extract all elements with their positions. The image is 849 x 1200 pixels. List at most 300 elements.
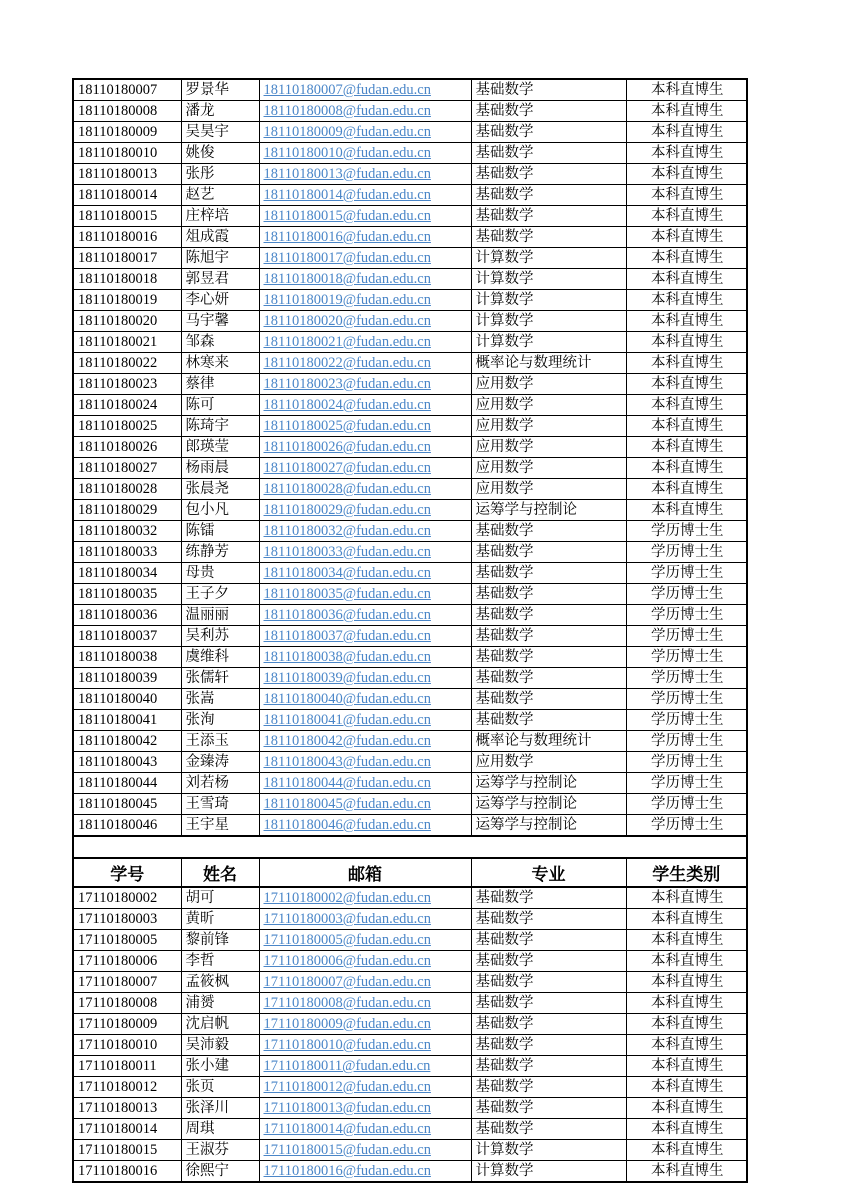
student-email-cell [259, 353, 471, 374]
major-cell: 基础数学 [471, 164, 626, 185]
student-id-cell: 17110180008 [73, 993, 181, 1014]
email-link[interactable]: 18110180036@fudan.edu.cn [263, 607, 431, 623]
major-cell: 应用数学 [471, 416, 626, 437]
major-cell: 概率论与数理统计 [471, 731, 626, 752]
major-cell: 基础数学 [471, 143, 626, 164]
category-cell: 本科直博生 [626, 500, 747, 521]
student-name-cell: 姚俊 [181, 143, 259, 164]
student-email-cell [259, 227, 471, 248]
student-row [73, 143, 747, 164]
student-name-cell: 母贵 [181, 563, 259, 584]
student-row [73, 353, 747, 374]
email-link[interactable]: 17110180008@fudan.edu.cn [263, 995, 431, 1011]
student-name-cell: 张泽川 [181, 1098, 259, 1119]
student-email-cell [259, 972, 471, 993]
student-name-cell: 吴利苏 [181, 626, 259, 647]
category-cell: 本科直博生 [626, 311, 747, 332]
major-cell: 基础数学 [471, 710, 626, 731]
email-link[interactable]: 18110180027@fudan.edu.cn [263, 460, 431, 476]
student-name-cell: 张彤 [181, 164, 259, 185]
table-header-row [73, 858, 747, 887]
major-cell: 应用数学 [471, 458, 626, 479]
student-name-cell: 沈启帆 [181, 1014, 259, 1035]
category-cell: 本科直博生 [626, 185, 747, 206]
student-id-cell: 18110180021 [73, 332, 181, 353]
student-email-cell [259, 542, 471, 563]
student-email-cell [259, 164, 471, 185]
student-row [73, 993, 747, 1014]
email-link[interactable]: 17110180007@fudan.edu.cn [263, 974, 431, 990]
email-link[interactable]: 18110180020@fudan.edu.cn [263, 313, 431, 329]
column-header-student-id: 学号 [73, 858, 181, 887]
student-id-cell: 17110180012 [73, 1077, 181, 1098]
email-link[interactable]: 17110180011@fudan.edu.cn [263, 1058, 431, 1074]
student-name-cell: 陈镭 [181, 521, 259, 542]
major-cell: 计算数学 [471, 332, 626, 353]
student-row [73, 773, 747, 794]
category-cell: 学历博士生 [626, 815, 747, 837]
student-id-cell: 17110180005 [73, 930, 181, 951]
student-email-cell [259, 79, 471, 101]
email-link[interactable]: 18110180016@fudan.edu.cn [263, 229, 431, 245]
email-link[interactable]: 17110180016@fudan.edu.cn [263, 1163, 431, 1179]
student-email-cell [259, 479, 471, 500]
student-id-cell: 18110180019 [73, 290, 181, 311]
student-email-cell [259, 500, 471, 521]
student-name-cell: 蔡律 [181, 374, 259, 395]
student-id-cell: 17110180011 [73, 1056, 181, 1077]
category-cell: 本科直博生 [626, 374, 747, 395]
category-cell: 本科直博生 [626, 458, 747, 479]
major-cell: 基础数学 [471, 79, 626, 101]
email-link[interactable]: 18110180029@fudan.edu.cn [263, 502, 431, 518]
student-name-cell: 张嵩 [181, 689, 259, 710]
student-id-cell: 17110180007 [73, 972, 181, 993]
student-email-cell [259, 584, 471, 605]
student-row [73, 479, 747, 500]
student-email-cell [259, 437, 471, 458]
major-cell: 基础数学 [471, 993, 626, 1014]
category-cell: 学历博士生 [626, 731, 747, 752]
student-row [73, 542, 747, 563]
student-id-cell: 18110180038 [73, 647, 181, 668]
major-cell: 基础数学 [471, 689, 626, 710]
student-row [73, 815, 747, 837]
email-link[interactable]: 18110180039@fudan.edu.cn [263, 670, 431, 686]
student-email-cell [259, 993, 471, 1014]
student-row [73, 269, 747, 290]
student-id-cell: 18110180022 [73, 353, 181, 374]
major-cell: 基础数学 [471, 1119, 626, 1140]
email-link[interactable]: 18110180042@fudan.edu.cn [263, 733, 431, 749]
major-cell: 基础数学 [471, 668, 626, 689]
major-cell: 计算数学 [471, 290, 626, 311]
student-email-cell [259, 731, 471, 752]
category-cell: 学历博士生 [626, 542, 747, 563]
student-name-cell: 陈琦宇 [181, 416, 259, 437]
student-name-cell: 王雪琦 [181, 794, 259, 815]
email-link[interactable]: 18110180009@fudan.edu.cn [263, 124, 431, 140]
category-cell: 本科直博生 [626, 227, 747, 248]
student-row [73, 584, 747, 605]
email-link[interactable]: 18110180024@fudan.edu.cn [263, 397, 431, 413]
student-email-cell [259, 1077, 471, 1098]
student-row [73, 1077, 747, 1098]
student-id-cell: 18110180027 [73, 458, 181, 479]
email-link[interactable]: 18110180017@fudan.edu.cn [263, 250, 431, 266]
student-name-cell: 王添玉 [181, 731, 259, 752]
email-link[interactable]: 17110180005@fudan.edu.cn [263, 932, 431, 948]
student-id-cell: 18110180037 [73, 626, 181, 647]
email-link[interactable]: 18110180028@fudan.edu.cn [263, 481, 431, 497]
category-cell: 学历博士生 [626, 626, 747, 647]
student-row [73, 1140, 747, 1161]
student-row [73, 909, 747, 930]
student-name-cell: 刘若杨 [181, 773, 259, 794]
student-row [73, 374, 747, 395]
email-link[interactable]: 17110180009@fudan.edu.cn [263, 1016, 431, 1032]
column-header-category: 学生类别 [626, 858, 747, 887]
major-cell: 计算数学 [471, 311, 626, 332]
student-row [73, 752, 747, 773]
student-id-cell: 18110180032 [73, 521, 181, 542]
student-email-cell [259, 101, 471, 122]
student-email-cell [259, 794, 471, 815]
student-email-cell [259, 269, 471, 290]
category-cell: 本科直博生 [626, 269, 747, 290]
student-email-cell [259, 689, 471, 710]
student-name-cell: 金臻涛 [181, 752, 259, 773]
email-link[interactable]: 18110180015@fudan.edu.cn [263, 208, 431, 224]
email-link[interactable]: 18110180034@fudan.edu.cn [263, 565, 431, 581]
email-link[interactable]: 18110180038@fudan.edu.cn [263, 649, 431, 665]
category-cell: 学历博士生 [626, 521, 747, 542]
spacer-cell [73, 836, 747, 858]
email-link[interactable]: 18110180021@fudan.edu.cn [263, 334, 431, 350]
student-email-cell [259, 185, 471, 206]
student-row [73, 248, 747, 269]
major-cell: 基础数学 [471, 227, 626, 248]
category-cell: 本科直博生 [626, 290, 747, 311]
category-cell: 本科直博生 [626, 248, 747, 269]
major-cell: 应用数学 [471, 374, 626, 395]
category-cell: 本科直博生 [626, 972, 747, 993]
category-cell: 本科直博生 [626, 101, 747, 122]
student-id-cell: 18110180009 [73, 122, 181, 143]
major-cell: 应用数学 [471, 752, 626, 773]
major-cell: 应用数学 [471, 395, 626, 416]
student-id-cell: 18110180015 [73, 206, 181, 227]
email-link[interactable]: 17110180010@fudan.edu.cn [263, 1037, 431, 1053]
student-email-cell [259, 647, 471, 668]
student-row [73, 185, 747, 206]
student-email-cell [259, 951, 471, 972]
student-name-cell: 吴沛毅 [181, 1035, 259, 1056]
student-id-cell: 18110180036 [73, 605, 181, 626]
student-row [73, 1056, 747, 1077]
category-cell: 本科直博生 [626, 164, 747, 185]
category-cell: 学历博士生 [626, 563, 747, 584]
email-link[interactable]: 18110180007@fudan.edu.cn [263, 82, 431, 98]
email-link[interactable]: 18110180044@fudan.edu.cn [263, 775, 431, 791]
category-cell: 学历博士生 [626, 752, 747, 773]
student-roster-body [73, 79, 747, 1182]
category-cell: 学历博士生 [626, 584, 747, 605]
major-cell: 基础数学 [471, 122, 626, 143]
student-email-cell [259, 416, 471, 437]
category-cell: 本科直博生 [626, 122, 747, 143]
student-row [73, 887, 747, 909]
category-cell: 学历博士生 [626, 710, 747, 731]
student-row [73, 79, 747, 101]
student-name-cell: 练静芳 [181, 542, 259, 563]
student-row [73, 332, 747, 353]
student-email-cell [259, 1056, 471, 1077]
student-id-cell: 17110180003 [73, 909, 181, 930]
category-cell: 本科直博生 [626, 1077, 747, 1098]
student-row [73, 689, 747, 710]
major-cell: 基础数学 [471, 584, 626, 605]
major-cell: 运筹学与控制论 [471, 773, 626, 794]
student-id-cell: 18110180007 [73, 79, 181, 101]
student-email-cell [259, 521, 471, 542]
student-id-cell: 18110180026 [73, 437, 181, 458]
student-name-cell: 包小凡 [181, 500, 259, 521]
student-email-cell [259, 290, 471, 311]
student-id-cell: 18110180044 [73, 773, 181, 794]
major-cell: 计算数学 [471, 1140, 626, 1161]
email-link[interactable]: 18110180032@fudan.edu.cn [263, 523, 431, 539]
student-row [73, 521, 747, 542]
category-cell: 本科直博生 [626, 1140, 747, 1161]
student-email-cell [259, 887, 471, 909]
major-cell: 应用数学 [471, 437, 626, 458]
student-name-cell: 郭昱君 [181, 269, 259, 290]
category-cell: 本科直博生 [626, 951, 747, 972]
category-cell: 本科直博生 [626, 1161, 747, 1183]
student-row [73, 1161, 747, 1183]
email-link[interactable]: 18110180008@fudan.edu.cn [263, 103, 431, 119]
student-email-cell [259, 395, 471, 416]
student-name-cell: 杨雨晨 [181, 458, 259, 479]
student-email-cell [259, 311, 471, 332]
student-name-cell: 孟筱枫 [181, 972, 259, 993]
email-link[interactable]: 18110180013@fudan.edu.cn [263, 166, 431, 182]
student-id-cell: 18110180033 [73, 542, 181, 563]
category-cell: 本科直博生 [626, 479, 747, 500]
student-name-cell: 吴昊宇 [181, 122, 259, 143]
student-email-cell [259, 248, 471, 269]
student-id-cell: 18110180014 [73, 185, 181, 206]
student-name-cell: 张小建 [181, 1056, 259, 1077]
email-link[interactable]: 17110180002@fudan.edu.cn [263, 890, 431, 906]
email-link[interactable]: 18110180014@fudan.edu.cn [263, 187, 431, 203]
major-cell: 计算数学 [471, 269, 626, 290]
major-cell: 基础数学 [471, 605, 626, 626]
student-id-cell: 17110180006 [73, 951, 181, 972]
student-row [73, 626, 747, 647]
major-cell: 概率论与数理统计 [471, 353, 626, 374]
student-id-cell: 17110180015 [73, 1140, 181, 1161]
student-row [73, 1035, 747, 1056]
major-cell: 基础数学 [471, 930, 626, 951]
category-cell: 本科直博生 [626, 1035, 747, 1056]
student-name-cell: 李心妍 [181, 290, 259, 311]
student-email-cell [259, 206, 471, 227]
major-cell: 基础数学 [471, 185, 626, 206]
email-link[interactable]: 17110180015@fudan.edu.cn [263, 1142, 431, 1158]
student-id-cell: 18110180013 [73, 164, 181, 185]
student-name-cell: 胡可 [181, 887, 259, 909]
student-row [73, 710, 747, 731]
student-id-cell: 18110180034 [73, 563, 181, 584]
major-cell: 基础数学 [471, 647, 626, 668]
student-id-cell: 18110180023 [73, 374, 181, 395]
student-id-cell: 18110180024 [73, 395, 181, 416]
student-row [73, 164, 747, 185]
category-cell: 本科直博生 [626, 1014, 747, 1035]
student-id-cell: 17110180016 [73, 1161, 181, 1183]
email-link[interactable]: 18110180037@fudan.edu.cn [263, 628, 431, 644]
student-row [73, 416, 747, 437]
student-email-cell [259, 626, 471, 647]
student-id-cell: 18110180035 [73, 584, 181, 605]
email-link[interactable]: 18110180046@fudan.edu.cn [263, 817, 431, 833]
email-link[interactable]: 17110180003@fudan.edu.cn [263, 911, 431, 927]
category-cell: 学历博士生 [626, 773, 747, 794]
student-email-cell [259, 815, 471, 837]
email-link[interactable]: 18110180010@fudan.edu.cn [263, 145, 431, 161]
major-cell: 基础数学 [471, 563, 626, 584]
student-row [73, 930, 747, 951]
major-cell: 基础数学 [471, 626, 626, 647]
student-row [73, 290, 747, 311]
student-name-cell: 徐熙宁 [181, 1161, 259, 1183]
category-cell: 本科直博生 [626, 993, 747, 1014]
student-email-cell [259, 374, 471, 395]
student-name-cell: 黄昕 [181, 909, 259, 930]
student-name-cell: 李哲 [181, 951, 259, 972]
student-email-cell [259, 710, 471, 731]
student-row [73, 972, 747, 993]
major-cell: 基础数学 [471, 521, 626, 542]
student-row [73, 1014, 747, 1035]
email-link[interactable]: 18110180018@fudan.edu.cn [263, 271, 431, 287]
major-cell: 基础数学 [471, 206, 626, 227]
column-header-email: 邮箱 [259, 858, 471, 887]
category-cell: 本科直博生 [626, 1098, 747, 1119]
email-link[interactable]: 18110180023@fudan.edu.cn [263, 376, 431, 392]
student-id-cell: 18110180008 [73, 101, 181, 122]
student-row [73, 458, 747, 479]
email-link[interactable]: 17110180006@fudan.edu.cn [263, 953, 431, 969]
major-cell: 运筹学与控制论 [471, 815, 626, 837]
email-link[interactable]: 18110180019@fudan.edu.cn [263, 292, 431, 308]
category-cell: 本科直博生 [626, 143, 747, 164]
category-cell: 学历博士生 [626, 605, 747, 626]
category-cell: 本科直博生 [626, 1119, 747, 1140]
student-email-cell [259, 563, 471, 584]
student-email-cell [259, 1035, 471, 1056]
email-link[interactable]: 18110180035@fudan.edu.cn [263, 586, 431, 602]
student-name-cell: 张页 [181, 1077, 259, 1098]
student-email-cell [259, 122, 471, 143]
student-email-cell [259, 332, 471, 353]
email-link[interactable]: 18110180026@fudan.edu.cn [263, 439, 431, 455]
student-email-cell [259, 752, 471, 773]
student-email-cell [259, 668, 471, 689]
student-email-cell [259, 1098, 471, 1119]
email-link[interactable]: 18110180040@fudan.edu.cn [263, 691, 431, 707]
student-name-cell: 周琪 [181, 1119, 259, 1140]
student-row [73, 227, 747, 248]
email-link[interactable]: 18110180033@fudan.edu.cn [263, 544, 431, 560]
student-name-cell: 虞维科 [181, 647, 259, 668]
student-row [73, 647, 747, 668]
email-link[interactable]: 18110180022@fudan.edu.cn [263, 355, 431, 371]
student-name-cell: 庄梓培 [181, 206, 259, 227]
major-cell: 应用数学 [471, 479, 626, 500]
student-row [73, 794, 747, 815]
email-link[interactable]: 18110180043@fudan.edu.cn [263, 754, 431, 770]
student-row [73, 395, 747, 416]
student-row [73, 1098, 747, 1119]
student-name-cell: 王淑芬 [181, 1140, 259, 1161]
email-link[interactable]: 17110180012@fudan.edu.cn [263, 1079, 431, 1095]
student-name-cell: 马宇馨 [181, 311, 259, 332]
student-id-cell: 17110180010 [73, 1035, 181, 1056]
student-email-cell [259, 458, 471, 479]
category-cell: 本科直博生 [626, 206, 747, 227]
student-id-cell: 18110180025 [73, 416, 181, 437]
student-row [73, 668, 747, 689]
category-cell: 本科直博生 [626, 416, 747, 437]
email-link[interactable]: 18110180041@fudan.edu.cn [263, 712, 431, 728]
category-cell: 学历博士生 [626, 689, 747, 710]
category-cell: 学历博士生 [626, 794, 747, 815]
student-email-cell [259, 773, 471, 794]
category-cell: 本科直博生 [626, 437, 747, 458]
student-row [73, 731, 747, 752]
student-id-cell: 17110180002 [73, 887, 181, 909]
student-email-cell [259, 930, 471, 951]
student-row [73, 563, 747, 584]
student-name-cell: 张晨尧 [181, 479, 259, 500]
student-row [73, 605, 747, 626]
student-name-cell: 温丽丽 [181, 605, 259, 626]
student-email-cell [259, 1014, 471, 1035]
section-spacer-row [73, 836, 747, 858]
student-row [73, 206, 747, 227]
student-id-cell: 17110180014 [73, 1119, 181, 1140]
email-link[interactable]: 18110180025@fudan.edu.cn [263, 418, 431, 434]
major-cell: 基础数学 [471, 1098, 626, 1119]
email-link[interactable]: 17110180014@fudan.edu.cn [263, 1121, 431, 1137]
student-row [73, 122, 747, 143]
student-email-cell [259, 143, 471, 164]
student-id-cell: 18110180018 [73, 269, 181, 290]
student-row [73, 437, 747, 458]
category-cell: 本科直博生 [626, 79, 747, 101]
student-id-cell: 18110180039 [73, 668, 181, 689]
email-link[interactable]: 17110180013@fudan.edu.cn [263, 1100, 431, 1116]
student-roster-table [72, 78, 748, 1183]
major-cell: 运筹学与控制论 [471, 794, 626, 815]
email-link[interactable]: 18110180045@fudan.edu.cn [263, 796, 431, 812]
major-cell: 基础数学 [471, 1056, 626, 1077]
major-cell: 基础数学 [471, 101, 626, 122]
category-cell: 本科直博生 [626, 353, 747, 374]
